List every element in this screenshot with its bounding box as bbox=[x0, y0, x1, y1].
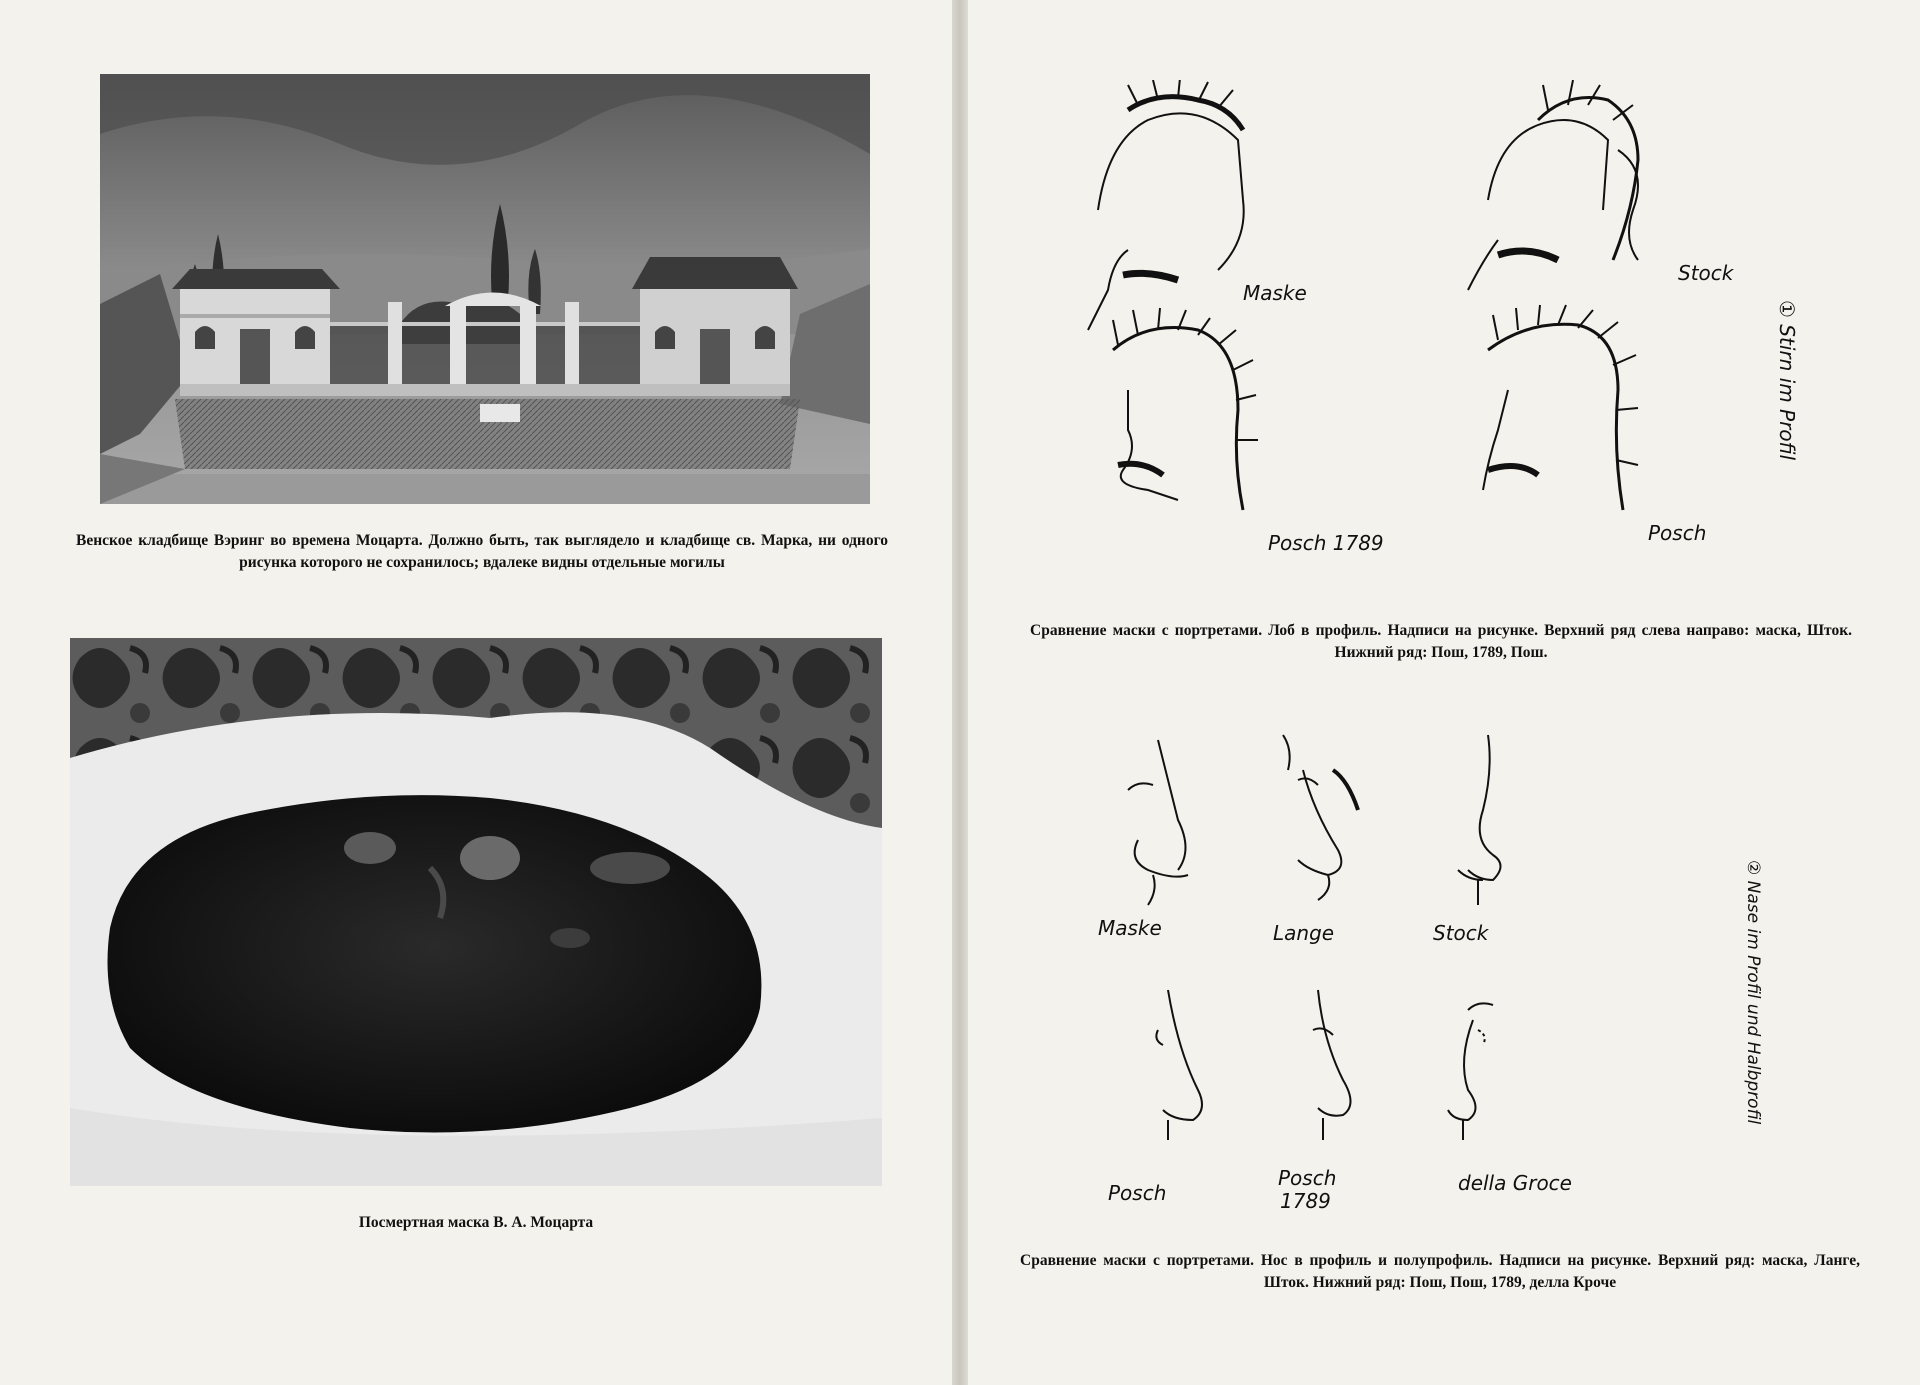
label-nose-maske: Maske bbox=[1098, 916, 1162, 940]
left-page bbox=[0, 0, 952, 1385]
forehead-caption: Сравнение маски с портретами. Лоб в профиль. Надписи на рисунке. Верхний ряд слева направо: маска, Шток. Нижний ряд: Пош, 1789, Пош. bbox=[1030, 622, 1852, 661]
nose-labels bbox=[1068, 900, 1668, 1230]
side-note-forehead-text: ① Stirn im Profil bbox=[1775, 300, 1799, 461]
forehead-maske-drawing bbox=[1088, 80, 1244, 330]
forehead-posch-drawing bbox=[1483, 305, 1638, 510]
nose-lange-drawing bbox=[1283, 735, 1358, 900]
death-mask-photo bbox=[70, 638, 882, 1186]
label-nose-posch1789-b: 1789 bbox=[1280, 1189, 1331, 1213]
label-forehead-posch1789: Posch 1789 bbox=[1268, 531, 1384, 555]
label-nose-stock: Stock bbox=[1433, 921, 1489, 945]
nose-maske-drawing bbox=[1128, 740, 1188, 905]
label-forehead-posch: Posch bbox=[1648, 521, 1707, 545]
label-nose-della-croce: della Groce bbox=[1458, 1171, 1572, 1195]
right-page bbox=[968, 0, 1920, 1385]
label-nose-posch: Posch bbox=[1108, 1181, 1167, 1205]
forehead-profile-drawings bbox=[1068, 80, 1868, 590]
cemetery-engraving bbox=[100, 74, 870, 504]
cemetery-illustration bbox=[100, 74, 870, 504]
cemetery-caption: Венское кладбище Вэринг во времена Моцарта. Должно быть, так выглядело и кладбище св. Марка, ни одного рисунка которого не сохранилось; вдалеке видны отдельные могилы bbox=[76, 532, 888, 571]
side-note-nose-text: ② Nase im Profil und Halbprofil bbox=[1743, 860, 1763, 1125]
label-forehead-maske: Maske bbox=[1243, 281, 1307, 305]
death-mask-image bbox=[70, 638, 882, 1186]
side-note-nose bbox=[1736, 860, 1776, 1220]
forehead-stock-drawing bbox=[1468, 80, 1638, 290]
label-nose-lange: Lange bbox=[1273, 921, 1335, 945]
death-mask-caption: Посмертная маска В. А. Моцарта bbox=[358, 1214, 594, 1231]
side-note-forehead bbox=[1768, 300, 1808, 560]
nose-caption: Сравнение маски с портретами. Нос в профиль и полупрофиль. Надписи на рисунке. Верхний ряд: маска, Ланге, Шток. Нижний ряд: Пош, Пош, 1789, делла Кроче bbox=[1020, 1252, 1860, 1291]
label-forehead-stock: Stock bbox=[1678, 261, 1734, 285]
nose-stock-drawing bbox=[1458, 735, 1501, 905]
label-nose-posch1789-a: Posch bbox=[1278, 1166, 1337, 1190]
forehead-posch1789-drawing bbox=[1113, 308, 1258, 510]
book-gutter bbox=[952, 0, 968, 1385]
